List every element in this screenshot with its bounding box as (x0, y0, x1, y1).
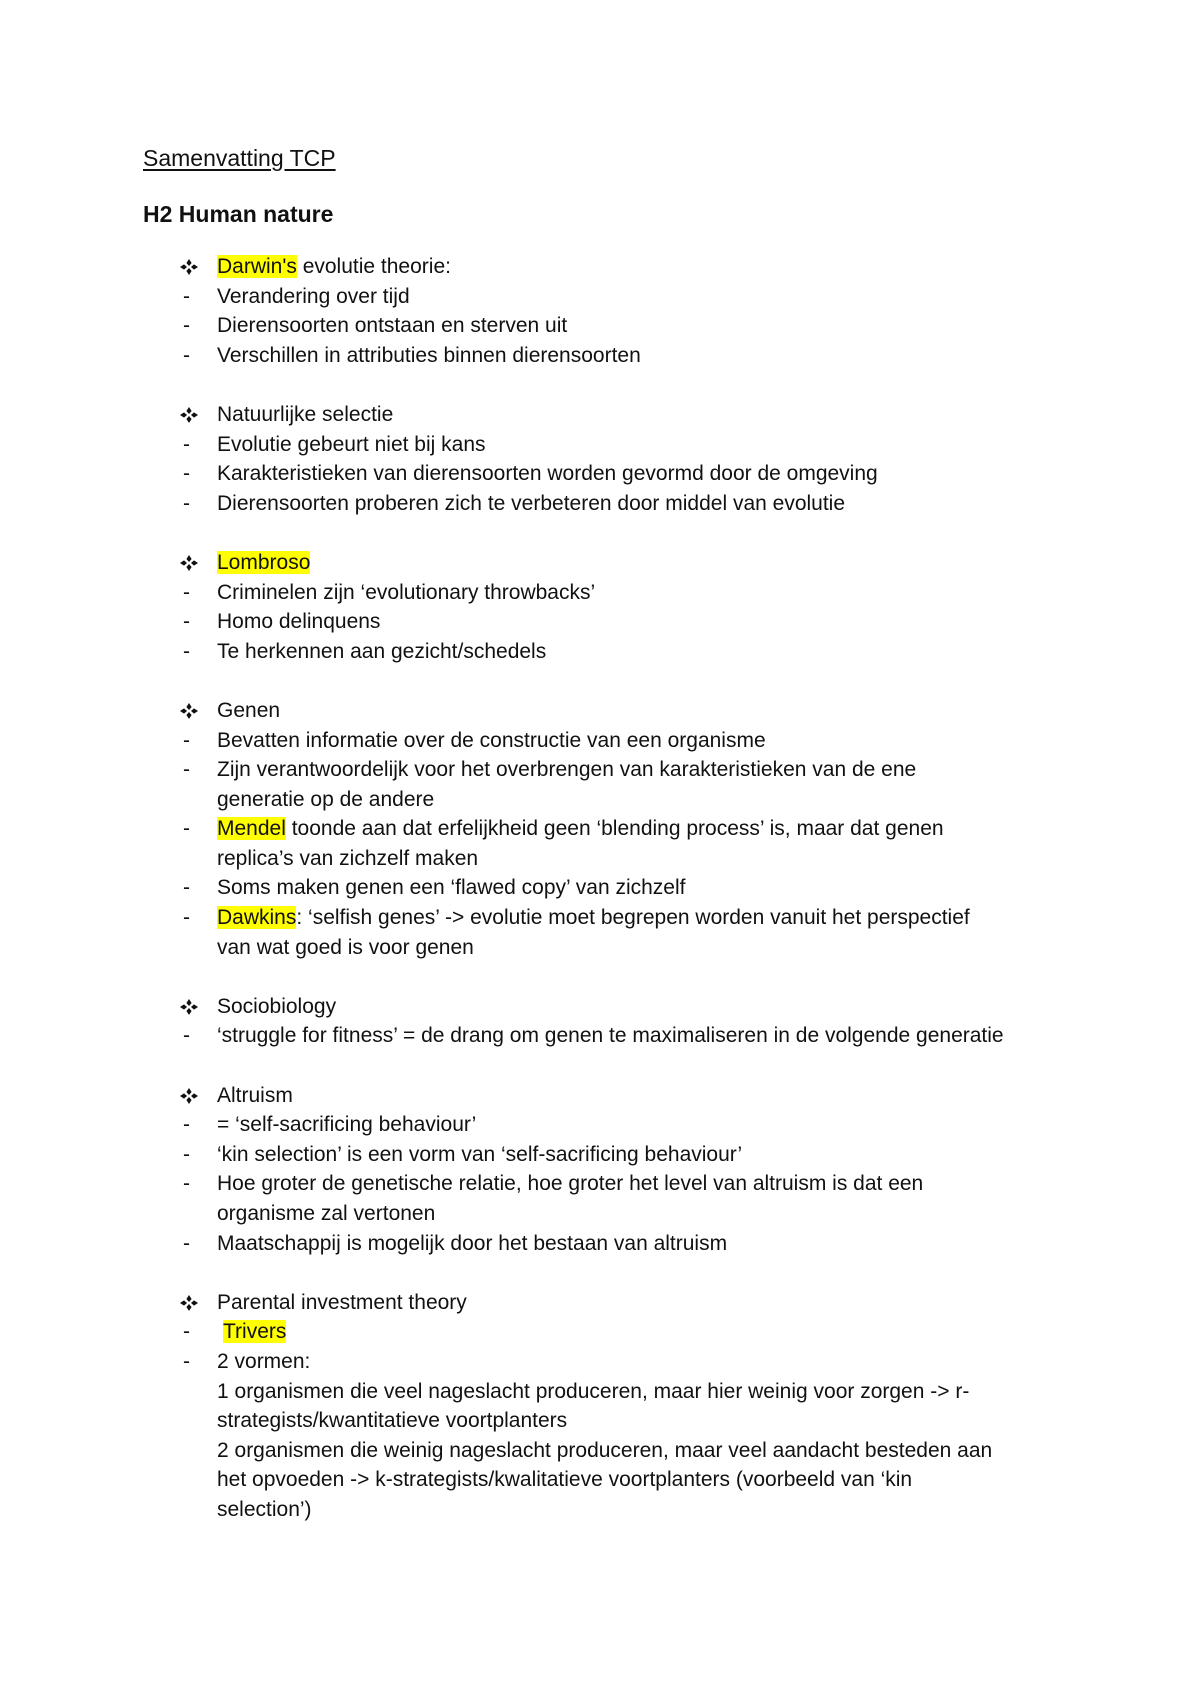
list-item (143, 1347, 1083, 1377)
section-heading: H2 Human nature (143, 201, 334, 227)
list-item (143, 1169, 1083, 1199)
line-text: het opvoeden -> k-strategists/kwalitatieve voortplanters (voorbeeld van ‘kin (217, 1468, 913, 1492)
line-text: ‘struggle for fitness’ = de drang om genen te maximaliseren in de volgende generatie (217, 1024, 1004, 1048)
diamond-bullet-icon (179, 406, 199, 424)
line-text: 1 organismen die veel nageslacht produceren, maar hier weinig voor zorgen -> r- (217, 1379, 970, 1403)
line-text: organisme zal vertonen (217, 1202, 436, 1225)
line-text: Te herkennen aan gezicht/schedels (217, 639, 547, 663)
dash-bullet: - (183, 817, 190, 841)
topic-section (143, 1081, 1083, 1259)
dash-bullet: - (183, 1142, 190, 1166)
line-text: Soms maken genen een ‘flawed copy’ van zichzelf (217, 876, 686, 900)
dash-bullet: - (183, 876, 190, 900)
diamond-bullet-icon (179, 998, 199, 1016)
line-text: Genen (217, 698, 281, 722)
diamond-bullet-icon (179, 1294, 199, 1312)
list-item-continuation (143, 1377, 1083, 1407)
line-text: evolutie theorie: (296, 255, 451, 278)
line-text: strategists/kwantitatieve voortplanters (217, 1409, 568, 1433)
diamond-bullet-icon (179, 702, 199, 720)
dash-bullet: - (183, 462, 190, 486)
list-item (143, 282, 1083, 312)
highlighted-name: Trivers (223, 1320, 287, 1344)
topic-section (143, 992, 1083, 1051)
line-text: Natuurlijke selectie (217, 402, 394, 426)
topic-heading (143, 696, 1083, 726)
list-item (143, 489, 1083, 519)
list-item (143, 903, 1083, 933)
list-item (143, 726, 1083, 756)
list-item-continuation (143, 844, 1083, 874)
line-text: Karakteristieken van dierensoorten worden gevormd door de omgeving (217, 462, 878, 486)
dash-bullet: - (183, 758, 190, 782)
diamond-bullet-icon (179, 1087, 199, 1105)
list-item (143, 311, 1083, 341)
line-text: selection’) (217, 1497, 312, 1521)
dash-bullet: - (183, 1113, 190, 1137)
list-item-continuation (143, 1465, 1083, 1495)
list-item-continuation (143, 1406, 1083, 1436)
list-item (143, 607, 1083, 637)
list-item (143, 814, 1083, 844)
list-item (143, 341, 1083, 371)
line-text: 2 vormen: (217, 1349, 311, 1373)
dash-bullet: - (183, 906, 190, 930)
topic-section (143, 548, 1083, 666)
highlighted-name: Mendel (217, 817, 286, 841)
list-item (143, 1317, 1083, 1347)
dash-bullet: - (183, 639, 190, 663)
dash-bullet: - (183, 284, 190, 308)
list-item (143, 1110, 1083, 1140)
list-item (143, 637, 1083, 667)
dash-bullet: - (183, 1024, 190, 1048)
document-title: Samenvatting TCP (143, 145, 336, 171)
line-text: Altruism (217, 1083, 293, 1107)
line-text: van wat goed is voor genen (217, 935, 474, 959)
dash-bullet: - (183, 432, 190, 456)
dash-bullet: - (183, 343, 190, 367)
dash-bullet: - (183, 1320, 190, 1344)
dash-bullet: - (183, 491, 190, 515)
line-text: generatie op de andere (217, 787, 435, 811)
line-text: = ‘self-sacrificing behaviour’ (217, 1113, 477, 1137)
dash-bullet: - (183, 610, 190, 634)
list-item-continuation (143, 1199, 1083, 1229)
list-item (143, 1140, 1083, 1170)
list-item-continuation (143, 933, 1083, 963)
list-item-continuation (143, 785, 1083, 815)
line-text: : ‘selfish genes’ -> evolutie moet begrepen worden vanuit het perspectief (296, 906, 970, 930)
highlighted-name: Lombroso (217, 550, 311, 574)
diamond-bullet-icon (179, 554, 199, 572)
list-item-continuation (143, 1436, 1083, 1466)
topic-heading (143, 992, 1083, 1022)
line-text: toonde aan dat erfelijkheid geen ‘blending process’ is, maar dat genen (285, 817, 944, 841)
line-text: Criminelen zijn ‘evolutionary throwbacks’ (217, 580, 596, 604)
topic-heading (143, 1081, 1083, 1111)
topic-heading (143, 400, 1083, 430)
list-item-continuation (143, 1495, 1083, 1525)
dash-bullet: - (183, 314, 190, 338)
dash-bullet: - (183, 728, 190, 752)
list-item (143, 430, 1083, 460)
topic-section (143, 696, 1083, 962)
line-text: Maatschappij is mogelijk door het bestaan van altruism (217, 1231, 728, 1255)
line-text: Verandering over tijd (217, 284, 410, 308)
line-text: Bevatten informatie over de constructie van een organisme (217, 728, 766, 752)
line-text: Dierensoorten proberen zich te verbeteren door middel van evolutie (217, 491, 846, 515)
line-text: Homo delinquens (217, 610, 381, 634)
topic-heading (143, 1288, 1083, 1318)
list-item (143, 578, 1083, 608)
line-text: Dierensoorten ontstaan en sterven uit (217, 314, 568, 338)
dash-bullet: - (183, 1172, 190, 1196)
list-item (143, 459, 1083, 489)
line-text: Parental investment theory (217, 1290, 467, 1314)
topic-section (143, 252, 1083, 370)
line-text: 2 organismen die weinig nageslacht produceren, maar veel aandacht besteden aan (217, 1438, 993, 1462)
list-item (143, 1229, 1083, 1259)
topic-section (143, 400, 1083, 518)
highlighted-name: Darwin's (217, 255, 297, 278)
list-item (143, 1021, 1083, 1051)
dash-bullet: - (183, 1231, 190, 1255)
dash-bullet: - (183, 1349, 190, 1373)
highlighted-name: Dawkins (217, 906, 297, 930)
dash-bullet: - (183, 580, 190, 604)
line-text: ‘kin selection’ is een vorm van ‘self-sacrificing behaviour’ (217, 1142, 743, 1166)
line-text: Hoe groter de genetische relatie, hoe groter het level van altruism is dat een (217, 1172, 924, 1196)
diamond-bullet-icon (179, 258, 199, 276)
document-body (143, 252, 1083, 1554)
line-text: Sociobiology (217, 994, 337, 1018)
line-text: Verschillen in attributies binnen dierensoorten (217, 343, 641, 367)
list-item (143, 873, 1083, 903)
topic-heading (143, 548, 1083, 578)
line-text: Evolutie gebeurt niet bij kans (217, 432, 486, 456)
line-text: replica’s van zichzelf maken (217, 846, 479, 870)
line-text: Zijn verantwoordelijk voor het overbrengen van karakteristieken van de ene (217, 758, 917, 782)
topic-section (143, 1288, 1083, 1525)
topic-heading (143, 252, 1083, 282)
list-item (143, 755, 1083, 785)
